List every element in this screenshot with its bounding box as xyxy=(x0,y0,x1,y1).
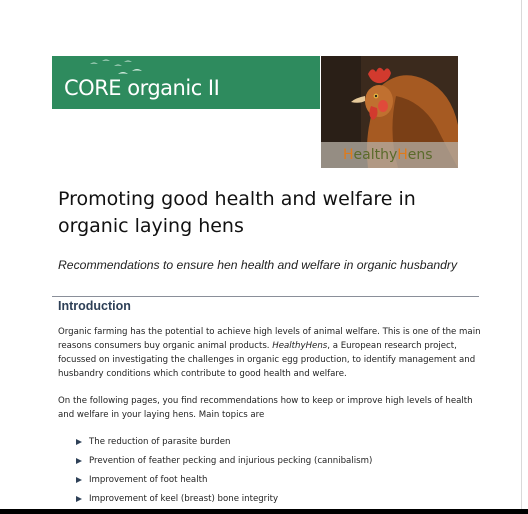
page-bottom-edge xyxy=(0,509,528,514)
intro-paragraph-1: Organic farming has the potential to achieve high levels of animal welfare. This is one of the main reasons consumers buy organic animal products. HealthyHens, a European research project, focussed on investigating the challenges in organic egg production, to identify management and husbandry conditions which contribute to good health and welfare. xyxy=(58,327,481,379)
section-divider xyxy=(52,296,479,297)
hen-photo xyxy=(321,56,458,168)
bullet-arrow-icon xyxy=(76,458,82,464)
section-heading: Introduction xyxy=(58,299,131,313)
core-organic-logo: CORE organic II xyxy=(64,76,220,100)
bullet-arrow-icon xyxy=(76,477,82,483)
list-item: Prevention of feather pecking and injurious pecking (cannibalism) xyxy=(74,452,372,471)
list-item: Improvement of keel (breast) bone integrity xyxy=(74,490,372,509)
document-title: Promoting good health and welfare in organic laying hens xyxy=(58,188,416,237)
topics-list xyxy=(74,433,372,509)
list-item: Improvement of foot health xyxy=(74,471,372,490)
bullet-arrow-icon xyxy=(76,439,82,445)
bullet-arrow-icon xyxy=(76,496,82,502)
intro-paragraph-2: On the following pages, you find recommendations how to keep or improve high levels of health and welfare in your laying hens. Main topics are xyxy=(58,396,473,420)
healthyhens-logo: HealthyHens xyxy=(321,142,458,168)
document-subtitle: Recommendations to ensure hen health and welfare in organic husbandry xyxy=(58,258,458,272)
list-item: The reduction of parasite burden xyxy=(74,433,372,452)
page-margin xyxy=(522,0,528,514)
